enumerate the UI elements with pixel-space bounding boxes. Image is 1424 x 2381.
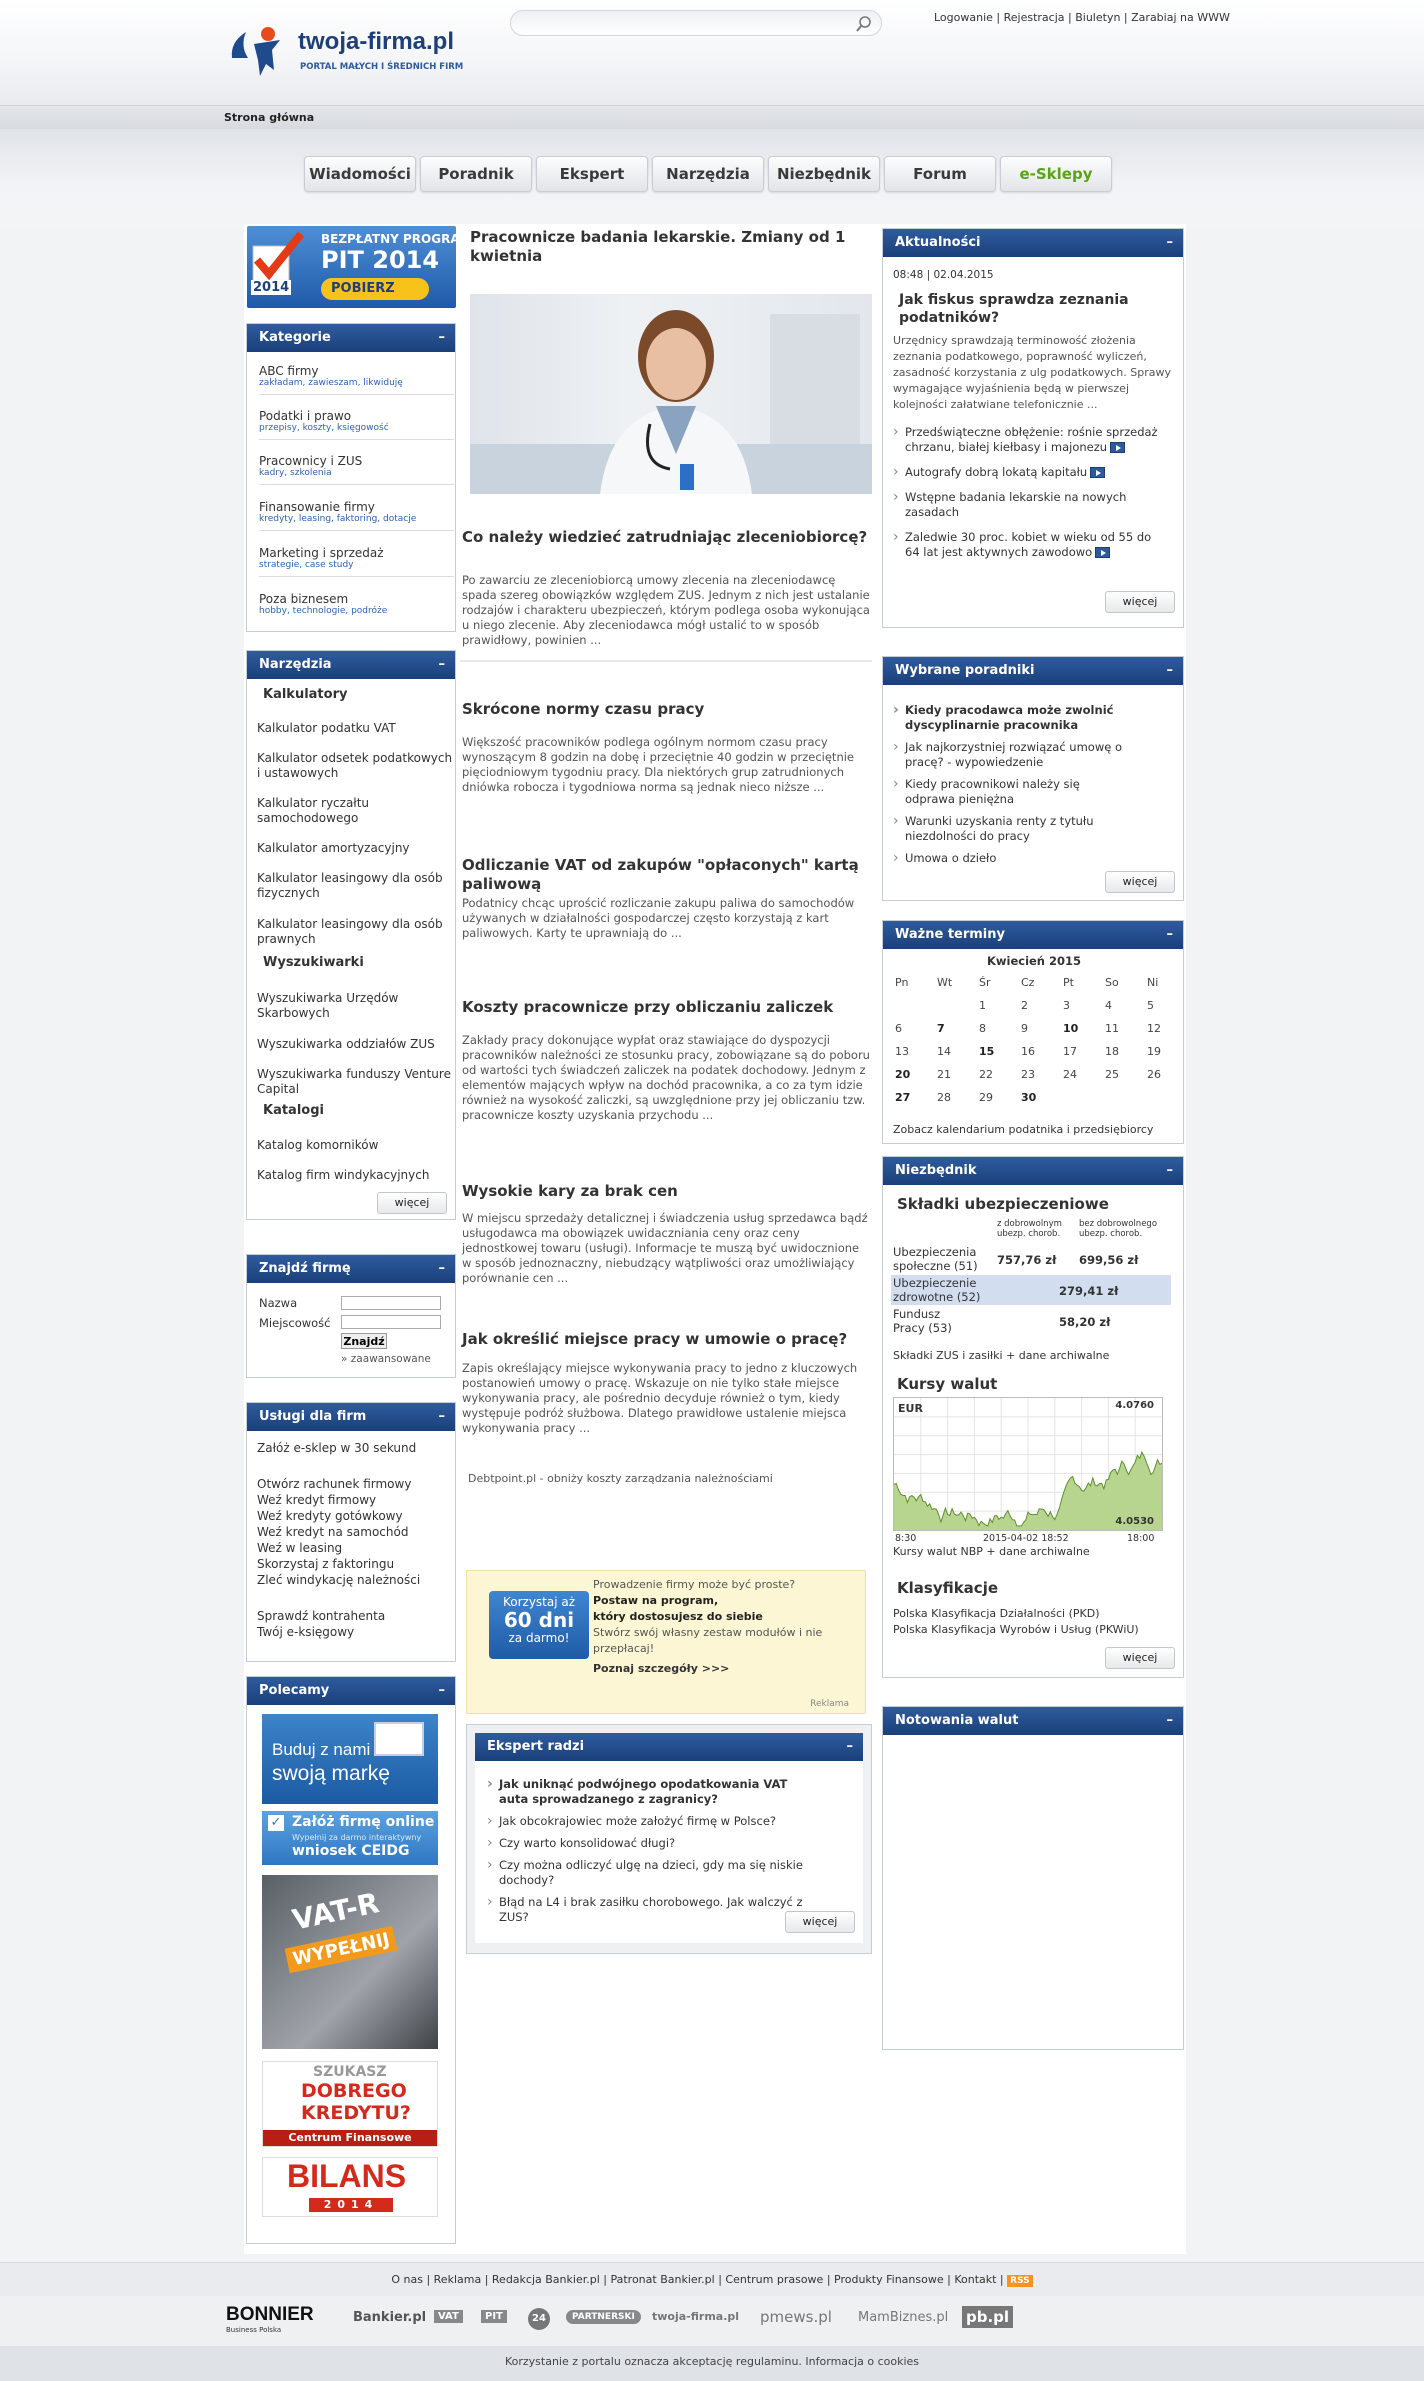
list-item[interactable]: › Czy warto konsolidować długi? <box>483 1836 813 1851</box>
more-button[interactable]: więcej <box>1105 1647 1175 1669</box>
earn-link[interactable]: Zarabiaj na WWW <box>1131 11 1230 24</box>
calendar-day[interactable]: 1 <box>979 999 986 1012</box>
calendar-month: Kwiecień 2015 <box>986 954 1082 968</box>
tool-link[interactable]: Kalkulator leasingowy dla osób prawnych <box>257 917 443 946</box>
more-button[interactable]: więcej <box>377 1192 447 1214</box>
collapse-icon[interactable]: – <box>438 1683 445 1698</box>
brand-logo[interactable]: MamBiznes.pl <box>858 2310 949 2325</box>
banner-text: KREDYTU? <box>301 2102 411 2124</box>
weekday-label: Cz <box>1021 976 1035 989</box>
calendar-day[interactable]: 23 <box>1021 1068 1035 1081</box>
service-link[interactable]: Skorzystaj z faktoringu <box>257 1557 395 1571</box>
calendar-day[interactable]: 9 <box>1021 1022 1028 1035</box>
footer-bottom[interactable]: Korzystanie z portalu oznacza akceptację regulaminu. Informacja o cookies <box>0 2346 1424 2381</box>
search-icon[interactable] <box>855 15 873 33</box>
more-button[interactable]: więcej <box>1105 871 1175 893</box>
banner-text: BILANS <box>287 2158 407 2194</box>
calendar-day[interactable]: 17 <box>1063 1045 1077 1058</box>
lead-image[interactable] <box>470 294 872 494</box>
tab-niezbednik[interactable]: Niezbędnik <box>768 156 880 192</box>
calendar-day[interactable]: 30 <box>1021 1091 1037 1104</box>
service-link[interactable]: Weź w leasing <box>257 1541 343 1555</box>
calendar-day <box>1051 1086 1093 1109</box>
article-text: Podatnicy chcąc uprościć rozliczanie zakupu paliwa do samochodów używanych w działalności gospodarczej często korzystają z kart paliwowych. Karty te uprawniają do ... <box>462 896 855 940</box>
col-header: bez dobrowolnego ubezp. chorob. <box>1079 1219 1158 1239</box>
article-title[interactable]: Skrócone normy czasu pracy <box>462 700 705 718</box>
collapse-icon[interactable]: – <box>1166 1163 1173 1178</box>
badge-text: za darmo! <box>508 1631 570 1645</box>
category-name[interactable]: Podatki i prawo <box>259 409 352 423</box>
calendar-day[interactable]: 6 <box>895 1022 902 1035</box>
brand-logo[interactable]: Bankier.pl <box>353 2310 427 2325</box>
article-title[interactable]: Wysokie kary za brak cen <box>462 1182 678 1200</box>
article[interactable] <box>462 1182 872 1286</box>
uslugi-header <box>247 1403 455 1431</box>
top-links: Logowanie | Rejestracja | Biuletyn | Zarabiaj na WWW <box>934 11 1230 24</box>
category-item[interactable] <box>259 409 454 440</box>
ekspert-box <box>466 1724 872 1954</box>
poradniki-box <box>882 656 1184 901</box>
collapse-icon[interactable]: – <box>1166 663 1173 678</box>
pit-line1: BEZPŁATNY PROGRAM <box>321 232 472 246</box>
list-item[interactable] <box>889 490 1159 520</box>
footer-link[interactable]: O nas <box>391 2273 423 2286</box>
category-tags[interactable]: przepisy, koszty, księgowość <box>259 423 389 433</box>
breadcrumb[interactable]: Strona główna <box>224 111 315 124</box>
banner-text: SZUKASZ <box>313 2064 387 2080</box>
list-item[interactable]: › Kiedy pracownikowi należy się odprawa pieniężna <box>889 777 1129 807</box>
calendar-day[interactable]: 27 <box>895 1091 911 1104</box>
brand-logo[interactable]: twoja-firma.pl <box>652 2310 740 2323</box>
poradniki-header <box>883 657 1183 685</box>
weekday-label: Pt <box>1063 976 1074 989</box>
tab-e-sklepy[interactable]: e-Sklepy <box>1000 156 1112 192</box>
calendar-day[interactable]: 7 <box>937 1022 945 1035</box>
category-name[interactable]: Poza biznesem <box>259 592 349 606</box>
article-title[interactable]: Koszty pracownicze przy obliczaniu zaliczek <box>462 998 834 1016</box>
lead-title[interactable]: Pracownicze badania lekarskie. Zmiany od 1 kwietnia <box>470 228 846 265</box>
ekspert-list <box>483 1777 813 1932</box>
collapse-icon[interactable]: – <box>438 657 445 672</box>
site-header <box>0 0 1424 105</box>
tool-link[interactable]: Kalkulator odsetek podatkowych i ustawowych <box>257 751 453 780</box>
terminy-header <box>883 921 1183 949</box>
ceidg-banner[interactable] <box>262 1811 438 1865</box>
klasyf-link[interactable]: Polska Klasyfikacja Działalności (PKD) <box>893 1607 1100 1620</box>
footer-brands <box>0 2296 1424 2346</box>
banner-text: wniosek CEIDG <box>292 1843 410 1859</box>
calendar-day <box>1093 1086 1135 1109</box>
sponsored-link[interactable]: Debtpoint.pl - obniży koszty zarządzania należnościami <box>468 1472 773 1485</box>
logo-person-icon <box>228 24 292 80</box>
banner-text: 2014 <box>309 2198 393 2212</box>
pit-line2: PIT 2014 <box>321 246 440 274</box>
kategorie-title: Kategorie <box>259 330 331 345</box>
tool-link[interactable]: Kalkulator amortyzacyjny <box>257 841 410 855</box>
tool-link[interactable]: Wyszukiwarka Urzędów Skarbowych <box>257 991 399 1020</box>
terminy-title: Ważne terminy <box>895 927 1005 942</box>
article[interactable] <box>462 528 872 648</box>
ekspert-title: Ekspert radzi <box>487 1739 585 1754</box>
city-label: Miejscowość <box>259 1316 331 1330</box>
kategorie-box <box>246 323 456 632</box>
calendar-day[interactable]: 21 <box>937 1068 951 1081</box>
pit-download[interactable]: POBIERZ <box>321 278 429 300</box>
calendar-day[interactable]: 10 <box>1063 1022 1079 1035</box>
banner-text: Załóż firmę online <box>292 1814 435 1830</box>
search-box <box>510 10 882 36</box>
service-link[interactable]: Weź kredyt firmowy <box>257 1493 377 1507</box>
video-icon <box>1110 442 1125 453</box>
news-item-text[interactable]: Autografy dobrą lokatą kapitału <box>905 465 1088 479</box>
calendar-day[interactable]: 19 <box>1147 1045 1161 1058</box>
tool-link[interactable]: Wyszukiwarka funduszy Venture Capital <box>257 1067 451 1096</box>
article-title[interactable]: Co należy wiedzieć zatrudniając zleceniobiorcę? <box>462 528 868 546</box>
kategorie-header <box>247 324 455 352</box>
find-button[interactable]: Znajdź <box>341 1333 387 1349</box>
aktualnosci-box <box>882 228 1184 628</box>
logo-subtitle: PORTAL MAŁYCH I ŚREDNICH FIRM <box>300 62 464 72</box>
calendar-day[interactable]: 20 <box>895 1068 911 1081</box>
tool-link[interactable]: Kalkulator leasingowy dla osób fizycznych <box>257 871 443 900</box>
footer-link[interactable]: Redakcja Bankier.pl <box>491 2273 600 2286</box>
brand-logo[interactable]: pmews.pl <box>760 2308 832 2326</box>
terminy-box <box>882 920 1184 1144</box>
weekday-label: Wt <box>937 976 953 989</box>
calendar-day[interactable]: 13 <box>895 1045 909 1058</box>
calendar-day[interactable]: 12 <box>1147 1022 1161 1035</box>
calendar-day[interactable]: 14 <box>937 1045 951 1058</box>
more-button[interactable]: więcej <box>1105 591 1175 613</box>
chart-high: 4.0760 <box>1115 1400 1154 1411</box>
article-title[interactable]: Jak określić miejsce pracy w umowie o pracę? <box>462 1330 848 1348</box>
brand-logo[interactable]: 24 <box>528 2308 550 2330</box>
niezbednik-header <box>883 1157 1183 1185</box>
klasyf-link[interactable]: Polska Klasyfikacja Wyrobów i Usług (PKWiU) <box>893 1623 1139 1636</box>
article-text: Większość pracowników podlega ogólnym normom czasu pracy wynoszącym 8 godzin na dobę i przeciętnie 40 godzin w przeciętnie pięciodniowym tygodniu pracy. Dla niektórych grup zatrudnionych dniówka robocza i tygodniowa norma są jednak nieco niższe ... <box>462 735 855 794</box>
chart-time-end: 18:00 <box>1127 1533 1155 1544</box>
list-item[interactable]: › Jak obcokrajowiec może założyć firmę w Polsce? <box>483 1814 813 1829</box>
banner-text: Centrum Finansowe <box>263 2130 437 2146</box>
service-link[interactable]: Załóż e-sklep w 30 sekund <box>257 1441 417 1455</box>
video-icon <box>1090 467 1105 478</box>
category-tags[interactable]: kredyty, leasing, faktoring, dotacje <box>259 514 417 524</box>
row-label: Ubezpieczenia społeczne (51) <box>893 1245 978 1273</box>
news-item-text[interactable]: Wstępne badania lekarskie na nowych zasadach <box>905 490 1127 519</box>
section-heading: Kalkulatory <box>263 687 348 702</box>
newsletter-link[interactable]: Biuletyn <box>1075 11 1121 24</box>
narzedzia-header <box>247 651 455 679</box>
collapse-icon[interactable]: – <box>846 1739 853 1754</box>
list-item[interactable] <box>889 425 1159 455</box>
article-text: Po zawarciu ze zleceniobiorcą umowy zlecenia na zleceniodawcę spada szereg obowiązków względem ZUS. Jednym z nich jest ustalanie rodzajów i charakteru ubezpieczeń, którym podlega osoba wykonująca u niego zlecenie. Aby zleceniodawca mógł ustalić to w sposób prawidłowy, powinien ... <box>462 573 870 647</box>
article-text: W miejscu sprzedaży detalicznej i świadczenia usług sprzedawca bądź usługodawca ma obowiązek uwidaczniania ceny oraz ceny jednostkowej towaru (usługi). Informacje te muszą być uwidocznione w sposób jednoznaczny, niebudzący wątpliwości oraz umożliwiający porównanie cen ... <box>462 1211 868 1285</box>
brand-logo[interactable]: BONNIER <box>226 2304 314 2325</box>
promo-line: który dostosujesz do siebie <box>593 1610 763 1623</box>
category-name[interactable]: Marketing i sprzedaż <box>259 546 384 560</box>
narzedzia-box <box>246 650 456 1220</box>
tab-wiadomosci[interactable]: Wiadomości <box>304 156 416 192</box>
city-input[interactable] <box>341 1315 441 1329</box>
logo[interactable] <box>228 22 468 82</box>
category-tags[interactable]: hobby, technologie, podróże <box>259 606 388 616</box>
category-item[interactable] <box>259 592 454 622</box>
chart-currency: EUR <box>898 1402 923 1415</box>
footer-link[interactable]: Produkty Finansowe <box>834 2273 944 2286</box>
tab-forum[interactable]: Forum <box>884 156 996 192</box>
collapse-icon[interactable]: – <box>438 330 445 345</box>
category-item[interactable] <box>259 546 454 577</box>
news-text: Urzędnicy sprawdzają terminowość złożenia zeznania podatkowego, poprawność wyliczeń, zasadność korzystania z ulg podatkowych. Sprawy wymagające wyjaśnienia będą w pierwszej kolejności załatwiane telefonicznie ... <box>893 334 1171 411</box>
service-link[interactable]: Zleć windykację należności <box>257 1573 421 1587</box>
pit-year: 2014 <box>253 280 290 295</box>
promo-text <box>593 1577 853 1677</box>
promo-line: Stwórz swój własny zestaw modułów i nie przepłacaj! <box>593 1626 823 1655</box>
news-item-text[interactable]: Przedświąteczne obłężenie: rośnie sprzedaż chrzanu, białej kiełbasy i majonezu <box>905 425 1158 454</box>
category-name[interactable]: Finansowanie firmy <box>259 500 375 514</box>
category-item[interactable] <box>259 500 454 531</box>
uslugi-title: Usługi dla firm <box>259 1409 367 1424</box>
breadcrumb-bar <box>0 105 1424 129</box>
polecamy-box <box>246 1676 456 2244</box>
calendar-day[interactable]: 18 <box>1105 1045 1119 1058</box>
article[interactable] <box>462 700 872 795</box>
badge-text: Korzystaj aż <box>502 1595 576 1609</box>
brand-logo: Business Polska <box>226 2326 282 2334</box>
znajdz-firme-box <box>246 1254 456 1378</box>
tab-ekspert[interactable]: Ekspert <box>536 156 648 192</box>
tab-narzedzia[interactable]: Narzędzia <box>652 156 764 192</box>
calendar-day[interactable]: 5 <box>1147 999 1154 1012</box>
list-item[interactable] <box>889 465 1159 480</box>
video-icon <box>1095 547 1110 558</box>
article[interactable] <box>462 1330 872 1436</box>
calendar-day[interactable]: 11 <box>1105 1022 1119 1035</box>
brand-logo[interactable]: PIT <box>481 2310 507 2323</box>
calendar-day[interactable]: 26 <box>1147 1068 1161 1081</box>
calendar-day <box>925 994 967 1017</box>
collapse-icon[interactable]: – <box>1166 235 1173 250</box>
rss-icon[interactable]: RSS <box>1007 2275 1033 2287</box>
eur-chart <box>894 1398 1162 1530</box>
collapse-icon[interactable]: – <box>1166 927 1173 942</box>
banner-text: WYPEŁNIJ <box>285 1926 398 1973</box>
chart-time-mid: 2015-04-02 18:52 <box>983 1533 1069 1544</box>
chart-time-start: 8:30 <box>895 1533 917 1544</box>
poradniki-title: Wybrane poradniki <box>895 663 1035 678</box>
article-text: Zapis określający miejsce wykonywania pracy to jedno z kluczowych postanowień umowy o pracę. Wskazuje on nie tylko stałe miejsce wykonywania pracy, ale pośrednio decyduje również o tym, kiedy występuje podróż służbowa. Dlatego prawidłowe ustalenie miejsca wykonywania pracy ... <box>462 1361 858 1435</box>
ad-label: Reklama <box>810 1699 849 1709</box>
banner-text: Buduj z nami <box>272 1740 371 1759</box>
brand-logo[interactable]: PARTNERSKI <box>566 2310 641 2324</box>
section-heading: Katalogi <box>263 1103 324 1118</box>
brand-logo[interactable]: pb.pl <box>962 2306 1013 2328</box>
tool-link[interactable]: Katalog firm windykacyjnych <box>257 1168 430 1182</box>
calendar-day[interactable]: 22 <box>979 1068 993 1081</box>
banner-text: Wypełnij za darmo interaktywny <box>292 1833 422 1842</box>
calendar-day[interactable]: 3 <box>1063 999 1070 1012</box>
divider <box>460 660 872 662</box>
news-item-text[interactable]: Zaledwie 30 proc. kobiet w wieku od 55 do 64 lat jest aktywnych zawodowo <box>905 530 1152 559</box>
calendar-link[interactable]: Zobacz kalendarium podatnika i przedsiębiorcy <box>893 1123 1154 1136</box>
aktualnosci-header <box>883 229 1183 257</box>
category-name[interactable]: Pracownicy i ZUS <box>259 454 363 468</box>
calendar-day <box>883 994 925 1017</box>
service-link[interactable]: Otwórz rachunek firmowy <box>257 1477 412 1491</box>
calendar-day <box>1135 1086 1177 1109</box>
kredyt-banner[interactable] <box>262 2061 438 2147</box>
collapse-icon[interactable]: – <box>438 1261 445 1276</box>
tab-poradnik[interactable]: Poradnik <box>420 156 532 192</box>
news-headline[interactable]: Jak fiskus sprawdza zeznania podatników? <box>899 292 1129 326</box>
calendar-day[interactable]: 25 <box>1105 1068 1119 1081</box>
notowania-title: Notowania walut <box>895 1713 1019 1728</box>
rate-chart <box>893 1397 1163 1531</box>
kursy-title: Kursy walut <box>897 1375 998 1393</box>
news-time: 08:48 | 02.04.2015 <box>893 269 994 281</box>
list-item[interactable]: › Błąd na L4 i brak zasiłku chorobowego. Jak walczyć z ZUS? <box>483 1895 813 1925</box>
row-label: Ubezpieczenie zdrowotne (52) <box>893 1276 981 1304</box>
list-item[interactable] <box>889 530 1159 560</box>
tool-link[interactable]: Kalkulator podatku VAT <box>257 721 396 735</box>
calendar-day[interactable]: 24 <box>1063 1068 1077 1081</box>
list-item[interactable]: › Umowa o dzieło <box>889 851 1129 866</box>
name-label: Nazwa <box>259 1296 298 1310</box>
calendar-day[interactable]: 2 <box>1021 999 1028 1012</box>
more-button[interactable]: więcej <box>785 1911 855 1933</box>
brand-logo[interactable]: VAT <box>434 2310 463 2323</box>
name-input[interactable] <box>341 1296 441 1310</box>
article[interactable] <box>462 856 872 941</box>
chart-low: 4.0530 <box>1115 1516 1154 1527</box>
grid-icon <box>374 1722 424 1756</box>
calendar-table <box>883 971 1177 1109</box>
footer-link[interactable]: Kontakt <box>954 2273 997 2286</box>
klasyf-title: Klasyfikacje <box>897 1579 999 1597</box>
polecamy-header <box>247 1677 455 1705</box>
collapse-icon[interactable]: – <box>438 1409 445 1424</box>
service-link[interactable]: Weź kredyt na samochód <box>257 1525 409 1539</box>
aktualnosci-title: Aktualności <box>895 235 981 250</box>
row-label: Fundusz Pracy (53) <box>893 1307 952 1335</box>
zus-link[interactable]: Składki ZUS i zasiłki + dane archiwalne <box>893 1349 1110 1362</box>
narzedzia-title: Narzędzia <box>259 657 332 672</box>
col-header: z dobrowolnym ubezp. chorob. <box>997 1219 1062 1239</box>
article-title[interactable]: Odliczanie VAT od zakupów "opłaconych" kartą paliwową <box>462 856 859 893</box>
weekday-label: Ni <box>1147 976 1159 989</box>
brand-banner[interactable] <box>262 1714 438 1804</box>
category-name[interactable]: ABC firmy <box>259 364 319 378</box>
list-item[interactable]: › Jak uniknąć podwójnego opodatkowania VAT auta sprowadzanego z zagranicy? <box>483 1777 813 1807</box>
tool-link[interactable]: Kalkulator ryczałtu samochodowego <box>257 796 370 825</box>
collapse-icon[interactable]: – <box>1166 1713 1173 1728</box>
weekday-label: Pn <box>895 976 909 989</box>
footer-link[interactable]: Patronat Bankier.pl <box>610 2273 715 2286</box>
promo-line: Postaw na program, <box>593 1594 719 1607</box>
category-tags[interactable]: zakładam, zawieszam, likwiduję <box>259 378 403 388</box>
weekday-label: So <box>1105 976 1119 989</box>
row-value: 279,41 zł <box>1059 1284 1119 1298</box>
service-link[interactable]: Weź kredyty gotówkowy <box>257 1509 403 1523</box>
pit-banner[interactable] <box>247 226 472 308</box>
poradniki-list <box>889 703 1129 873</box>
calendar-day[interactable]: 29 <box>979 1091 993 1104</box>
badge-text: 60 dni <box>503 1608 575 1632</box>
category-tags[interactable]: strategie, case study <box>259 560 354 570</box>
check-icon: ✓ <box>268 1815 284 1831</box>
logo-text: twoja-firma.pl <box>298 28 455 55</box>
niezbednik-box <box>882 1156 1184 1678</box>
category-item[interactable] <box>259 454 454 485</box>
row-value: 58,20 zł <box>1059 1315 1111 1329</box>
promo-details-link[interactable]: Poznaj szczegóły >>> <box>593 1662 730 1675</box>
article-text: Zakłady pracy dokonujące wypłat oraz stawiające do dyspozycji pracowników należności ze stosunku pracy, zobowiązane są do poboru od wartości tych świadczeń zaliczek na podatek dochodowy. Jednym z elementów mających wpływ na dochód pracownika, a co za tym idzie również na wysokość zaliczki, są uwzględnione przy jej obliczaniu tzw. pracownicze koszty uzyskania przychodu ... <box>462 1033 870 1122</box>
calendar-day[interactable]: 15 <box>979 1045 995 1058</box>
tool-link[interactable]: Katalog komorników <box>257 1138 379 1152</box>
notowania-header <box>883 1707 1183 1735</box>
footer-link[interactable]: Centrum prasowe <box>725 2273 824 2286</box>
footer-links-bar: O nas | Reklama | Redakcja Bankier.pl | Patronat Bankier.pl | Centrum prasowe | Produkty Finansowe | Kontakt | RSS <box>0 2262 1424 2296</box>
search-input[interactable] <box>521 14 841 32</box>
article[interactable] <box>462 998 872 1123</box>
register-link[interactable]: Rejestracja <box>1003 11 1065 24</box>
section-heading: Wyszukiwarki <box>263 955 364 970</box>
banner-text: DOBREGO <box>301 2080 407 2102</box>
weekday-label: Śr <box>979 976 991 989</box>
znajdz-header <box>247 1255 455 1283</box>
row-value: 757,76 zł <box>997 1253 1057 1267</box>
bilans-banner[interactable] <box>262 2157 438 2217</box>
promo-line: Prowadzenie firmy może być proste? <box>593 1578 796 1591</box>
list-item[interactable]: › Jak najkorzystniej rozwiązać umowę o pracę? - wypowiedzenie <box>889 740 1129 770</box>
doctor-photo <box>470 294 872 494</box>
ekspert-list-panel <box>475 1761 863 1943</box>
category-tags[interactable]: kadry, szkolenia <box>259 468 332 478</box>
list-item[interactable]: › Czy można odliczyć ulgę na dzieci, gdy ma się niskie dochody? <box>483 1858 813 1888</box>
list-item[interactable]: › Warunki uzyskania renty z tytułu niezdolności do pracy <box>889 814 1129 844</box>
row-value: 699,56 zł <box>1079 1253 1139 1267</box>
banner-text: swoją markę <box>272 1762 390 1785</box>
footer-link[interactable]: Reklama <box>433 2273 482 2286</box>
tool-link[interactable]: Wyszukiwarka oddziałów ZUS <box>257 1037 435 1051</box>
banner-text: VAT-R <box>289 1886 382 1937</box>
vatr-banner[interactable] <box>262 1875 438 2049</box>
service-link[interactable]: Twój e-księgowy <box>257 1625 355 1639</box>
znajdz-title: Znajdź firmę <box>259 1261 351 1276</box>
kursy-link[interactable]: Kursy walut NBP + dane archiwalne <box>893 1545 1090 1558</box>
calendar-day[interactable]: 28 <box>937 1091 951 1104</box>
calendar-day[interactable]: 8 <box>979 1022 986 1035</box>
uslugi-box <box>246 1402 456 1662</box>
polecamy-title: Polecamy <box>259 1683 330 1698</box>
promo-box[interactable] <box>466 1570 866 1714</box>
calendar-day[interactable]: 4 <box>1105 999 1112 1012</box>
service-link[interactable]: Sprawdź kontrahenta <box>257 1609 386 1623</box>
news-list <box>889 425 1159 567</box>
skladki-title: Składki ubezpieczeniowe <box>897 1195 1109 1213</box>
ekspert-header <box>475 1733 863 1761</box>
category-item[interactable] <box>259 364 454 395</box>
niezbednik-title: Niezbędnik <box>895 1163 977 1178</box>
calendar-day[interactable]: 16 <box>1021 1045 1035 1058</box>
advanced-link[interactable]: » zaawansowane <box>341 1353 431 1365</box>
list-item[interactable]: › Kiedy pracodawca może zwolnić dyscyplinarnie pracownika <box>889 703 1129 733</box>
notowania-box <box>882 1706 1184 2050</box>
login-link[interactable]: Logowanie <box>934 11 993 24</box>
promo-badge <box>489 1591 589 1659</box>
